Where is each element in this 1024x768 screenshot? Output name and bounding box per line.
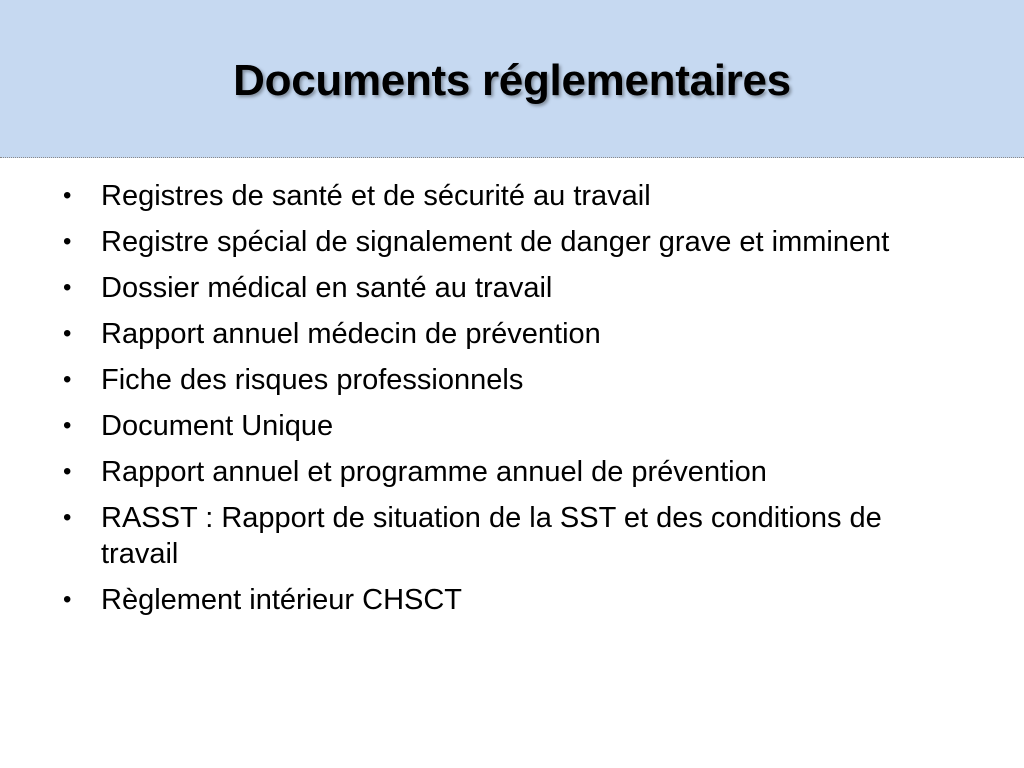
content-area: [60, 178, 960, 628]
bullet-icon: •: [63, 228, 72, 255]
list-item: [60, 362, 960, 398]
list-item: [60, 454, 960, 490]
slide-title: Documents réglementaires: [233, 55, 791, 105]
bullet-icon: •: [63, 182, 72, 209]
list-item: [60, 500, 960, 572]
bullet-list: [60, 178, 960, 618]
list-item-text: Dossier médical en santé au travail: [101, 272, 553, 304]
bullet-icon: •: [63, 320, 72, 347]
bullet-icon: •: [63, 586, 72, 613]
bullet-icon: •: [63, 274, 72, 301]
list-item: [60, 270, 960, 306]
bullet-icon: •: [63, 366, 72, 393]
list-item-text: Registre spécial de signalement de danger grave et imminent: [101, 226, 890, 258]
bullet-icon: •: [63, 412, 72, 439]
list-item-text: RASST : Rapport de situation de la SST et des conditions de travail: [101, 502, 882, 570]
list-item-text: Document Unique: [101, 410, 334, 442]
bullet-icon: •: [63, 504, 72, 531]
list-item: [60, 316, 960, 352]
list-item: [60, 178, 960, 214]
list-item: [60, 408, 960, 444]
list-item-text: Fiche des risques professionnels: [101, 364, 524, 396]
list-item: [60, 224, 960, 260]
list-item-text: Rapport annuel médecin de prévention: [101, 318, 601, 350]
list-item-text: Règlement intérieur CHSCT: [101, 584, 463, 616]
list-item: [60, 582, 960, 618]
title-band: [0, 0, 1024, 158]
list-item-text: Registres de santé et de sécurité au travail: [101, 180, 651, 212]
bullet-icon: •: [63, 458, 72, 485]
list-item-text: Rapport annuel et programme annuel de prévention: [101, 456, 767, 488]
